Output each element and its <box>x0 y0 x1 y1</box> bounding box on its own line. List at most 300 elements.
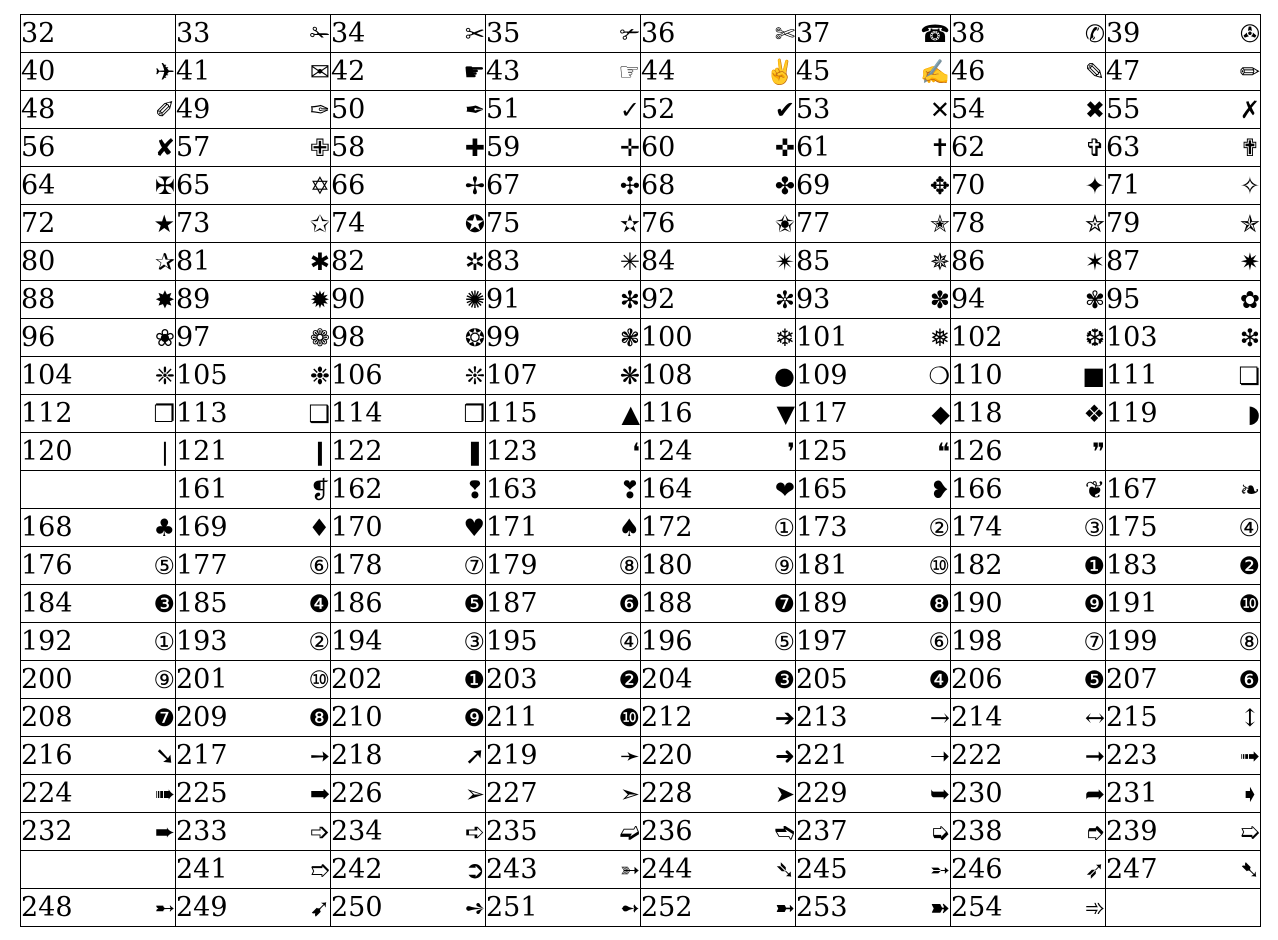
code-number-cell: 50 <box>331 91 426 129</box>
code-number-cell: 177 <box>176 547 271 585</box>
glyph-symbol-cell: ➠ <box>116 775 176 813</box>
code-number-cell: 164 <box>641 471 736 509</box>
code-number-cell: 213 <box>796 699 891 737</box>
code-number-cell: 174 <box>951 509 1046 547</box>
glyph-symbol-cell: ✱ <box>271 243 331 281</box>
glyph-symbol-cell: ➺ <box>426 889 486 927</box>
code-number-cell: 61 <box>796 129 891 167</box>
code-number-cell: 214 <box>951 699 1046 737</box>
code-number-cell: 46 <box>951 53 1046 91</box>
code-number-cell: 123 <box>486 433 581 471</box>
glyph-symbol-cell: ❺ <box>426 585 486 623</box>
glyph-symbol-cell <box>1201 889 1261 927</box>
code-number-cell: 247 <box>1106 851 1201 889</box>
glyph-symbol-cell: ✮ <box>1046 205 1106 243</box>
code-number-cell: 37 <box>796 15 891 53</box>
glyph-symbol-cell: ✢ <box>426 167 486 205</box>
glyph-symbol-cell: ❶ <box>1046 547 1106 585</box>
code-number-cell: 101 <box>796 319 891 357</box>
code-number-cell: 187 <box>486 585 581 623</box>
code-number-cell: 221 <box>796 737 891 775</box>
glyph-symbol-cell: ➭ <box>891 813 951 851</box>
code-number-cell: 180 <box>641 547 736 585</box>
glyph-symbol-cell: ✘ <box>116 129 176 167</box>
glyph-symbol-cell <box>116 15 176 53</box>
glyph-symbol-cell: ❅ <box>891 319 951 357</box>
glyph-symbol-cell: ❈ <box>116 357 176 395</box>
code-number-cell: 59 <box>486 129 581 167</box>
glyph-symbol-cell: ✇ <box>1201 15 1261 53</box>
glyph-symbol-cell: ✶ <box>1046 243 1106 281</box>
glyph-symbol-cell: ✈ <box>116 53 176 91</box>
glyph-symbol-cell: ❆ <box>1046 319 1106 357</box>
code-number-cell: 196 <box>641 623 736 661</box>
code-number-cell: 212 <box>641 699 736 737</box>
code-number-cell: 198 <box>951 623 1046 661</box>
code-number-cell: 173 <box>796 509 891 547</box>
glyph-symbol-cell: ➥ <box>891 775 951 813</box>
table-row <box>21 357 1261 395</box>
glyph-symbol-cell: ▲ <box>581 395 641 433</box>
table-row <box>21 661 1261 699</box>
glyph-symbol-cell: ⑨ <box>116 661 176 699</box>
code-number-cell: 250 <box>331 889 426 927</box>
glyph-symbol-cell: ✳ <box>581 243 641 281</box>
code-number-cell: 99 <box>486 319 581 357</box>
glyph-symbol-cell: ⑦ <box>426 547 486 585</box>
code-number-cell: 199 <box>1106 623 1201 661</box>
glyph-symbol-cell: ❚ <box>426 433 486 471</box>
table-row <box>21 281 1261 319</box>
glyph-symbol-cell: ❼ <box>736 585 796 623</box>
glyph-symbol-cell: ✐ <box>116 91 176 129</box>
code-number-cell: 45 <box>796 53 891 91</box>
code-number-cell: 202 <box>331 661 426 699</box>
glyph-symbol-cell: ➶ <box>1046 851 1106 889</box>
glyph-symbol-cell: ➜ <box>736 737 796 775</box>
glyph-symbol-cell: ❡ <box>271 471 331 509</box>
code-number-cell: 172 <box>641 509 736 547</box>
glyph-symbol-cell: ❖ <box>1046 395 1106 433</box>
glyph-symbol-cell: ✸ <box>116 281 176 319</box>
code-number-cell: 68 <box>641 167 736 205</box>
code-number-cell: 41 <box>176 53 271 91</box>
code-number-cell: 228 <box>641 775 736 813</box>
code-number-cell: 57 <box>176 129 271 167</box>
glyph-symbol-cell: ❢ <box>426 471 486 509</box>
glyph-symbol-cell: ❄ <box>736 319 796 357</box>
glyph-symbol-cell: ➘ <box>116 737 176 775</box>
glyph-symbol-cell: ✪ <box>426 205 486 243</box>
code-number-cell: 67 <box>486 167 581 205</box>
code-number-cell: 120 <box>21 433 116 471</box>
glyph-symbol-cell: ➼ <box>736 889 796 927</box>
glyph-symbol-cell: ❋ <box>581 357 641 395</box>
glyph-symbol-cell: ♦ <box>271 509 331 547</box>
glyph-symbol-cell: ➞ <box>1046 737 1106 775</box>
code-number-cell: 225 <box>176 775 271 813</box>
glyph-symbol-cell: ➪ <box>426 813 486 851</box>
glyph-symbol-cell: ❿ <box>1201 585 1261 623</box>
code-number-cell <box>1106 889 1201 927</box>
glyph-symbol-cell: ❁ <box>271 319 331 357</box>
code-number-cell: 63 <box>1106 129 1201 167</box>
code-number-cell: 125 <box>796 433 891 471</box>
code-number-cell: 105 <box>176 357 271 395</box>
code-number-cell: 116 <box>641 395 736 433</box>
code-number-cell: 208 <box>21 699 116 737</box>
code-number-cell: 103 <box>1106 319 1201 357</box>
glyph-symbol-cell: ✔ <box>736 91 796 129</box>
code-number-cell: 85 <box>796 243 891 281</box>
code-number-cell: 253 <box>796 889 891 927</box>
table-row <box>21 91 1261 129</box>
glyph-symbol-cell: ⑥ <box>271 547 331 585</box>
glyph-symbol-cell: ✛ <box>581 129 641 167</box>
glyph-symbol-cell: ❷ <box>581 661 641 699</box>
glyph-symbol-cell: ➳ <box>581 851 641 889</box>
code-number-cell: 53 <box>796 91 891 129</box>
code-number-cell: 178 <box>331 547 426 585</box>
code-number-cell: 232 <box>21 813 116 851</box>
code-number-cell: 112 <box>21 395 116 433</box>
glyph-symbol-cell: ❥ <box>891 471 951 509</box>
glyph-symbol-cell: ▼ <box>736 395 796 433</box>
code-number-cell: 35 <box>486 15 581 53</box>
glyph-symbol-cell: ❙ <box>271 433 331 471</box>
code-number-cell: 49 <box>176 91 271 129</box>
table-row <box>21 813 1261 851</box>
code-number-cell: 233 <box>176 813 271 851</box>
glyph-symbol-cell <box>116 851 176 889</box>
glyph-symbol-cell: ➨ <box>116 813 176 851</box>
code-number-cell: 200 <box>21 661 116 699</box>
code-number-cell: 43 <box>486 53 581 91</box>
glyph-symbol-cell: ❽ <box>271 699 331 737</box>
glyph-symbol-cell: ➝ <box>891 737 951 775</box>
glyph-symbol-cell: ➲ <box>426 851 486 889</box>
code-number-cell: 98 <box>331 319 426 357</box>
glyph-symbol-cell: ✯ <box>1201 205 1261 243</box>
code-number-cell: 166 <box>951 471 1046 509</box>
glyph-symbol-cell: ◆ <box>891 395 951 433</box>
code-number-cell: 230 <box>951 775 1046 813</box>
code-number-cell: 185 <box>176 585 271 623</box>
code-number-cell: 118 <box>951 395 1046 433</box>
glyph-symbol-cell: ✄ <box>736 15 796 53</box>
glyph-symbol-cell: ✷ <box>1201 243 1261 281</box>
code-number-cell: 237 <box>796 813 891 851</box>
glyph-symbol-cell: ✿ <box>1201 281 1261 319</box>
code-number-cell: 207 <box>1106 661 1201 699</box>
glyph-symbol-cell: ☎ <box>891 15 951 53</box>
glyph-symbol-cell: ✉ <box>271 53 331 91</box>
glyph-symbol-cell: ❦ <box>1046 471 1106 509</box>
code-number-cell: 244 <box>641 851 736 889</box>
code-number-cell: 107 <box>486 357 581 395</box>
code-number-cell: 86 <box>951 243 1046 281</box>
glyph-symbol-cell: ➵ <box>891 851 951 889</box>
code-number-cell: 38 <box>951 15 1046 53</box>
glyph-symbol-cell: ❽ <box>891 585 951 623</box>
code-number-cell: 245 <box>796 851 891 889</box>
glyph-symbol-cell: ② <box>271 623 331 661</box>
code-number-cell: 223 <box>1106 737 1201 775</box>
code-number-cell <box>21 471 116 509</box>
code-number-cell: 210 <box>331 699 426 737</box>
glyph-symbol-cell: ✦ <box>1046 167 1106 205</box>
glyph-symbol-cell: ⑩ <box>891 547 951 585</box>
code-number-cell: 209 <box>176 699 271 737</box>
glyph-symbol-cell: ✭ <box>891 205 951 243</box>
code-number-cell: 87 <box>1106 243 1201 281</box>
code-number-cell: 32 <box>21 15 116 53</box>
glyph-symbol-cell: ■ <box>1046 357 1106 395</box>
table-row <box>21 509 1261 547</box>
table-row <box>21 889 1261 927</box>
glyph-symbol-cell: ❸ <box>116 585 176 623</box>
code-number-cell: 218 <box>331 737 426 775</box>
code-number-cell: 73 <box>176 205 271 243</box>
code-number-cell: 40 <box>21 53 116 91</box>
glyph-symbol-cell: ➔ <box>736 699 796 737</box>
code-number-cell: 182 <box>951 547 1046 585</box>
code-number-cell: 226 <box>331 775 426 813</box>
glyph-symbol-cell: ✁ <box>271 15 331 53</box>
code-number-cell: 48 <box>21 91 116 129</box>
glyph-symbol-cell: ④ <box>581 623 641 661</box>
code-number-cell: 58 <box>331 129 426 167</box>
code-number-cell: 110 <box>951 357 1046 395</box>
code-number-cell: 69 <box>796 167 891 205</box>
glyph-symbol-cell: ✙ <box>271 129 331 167</box>
code-number-cell: 44 <box>641 53 736 91</box>
glyph-symbol-cell: ❺ <box>1046 661 1106 699</box>
code-number-cell: 194 <box>331 623 426 661</box>
code-number-cell: 243 <box>486 851 581 889</box>
code-number-cell: 167 <box>1106 471 1201 509</box>
code-number-cell: 56 <box>21 129 116 167</box>
table-row <box>21 623 1261 661</box>
glyph-symbol-cell: ❻ <box>581 585 641 623</box>
code-number-cell: 36 <box>641 15 736 53</box>
glyph-symbol-cell: ❉ <box>271 357 331 395</box>
code-number-cell: 219 <box>486 737 581 775</box>
code-number-cell: 248 <box>21 889 116 927</box>
code-number-cell: 179 <box>486 547 581 585</box>
code-number-cell: 165 <box>796 471 891 509</box>
code-number-cell: 231 <box>1106 775 1201 813</box>
glyph-symbol-cell: ➹ <box>271 889 331 927</box>
glyph-symbol-cell <box>1201 433 1261 471</box>
code-number-cell: 52 <box>641 91 736 129</box>
code-number-cell: 252 <box>641 889 736 927</box>
table-row <box>21 53 1261 91</box>
code-number-cell: 227 <box>486 775 581 813</box>
glyph-symbol-cell: ✃ <box>581 15 641 53</box>
glyph-symbol-cell: ➸ <box>116 889 176 927</box>
glyph-symbol-cell: ❘ <box>116 433 176 471</box>
code-number-cell: 113 <box>176 395 271 433</box>
code-number-cell: 162 <box>331 471 426 509</box>
glyph-symbol-cell: ↔ <box>1046 699 1106 737</box>
glyph-symbol-cell: ✍ <box>891 53 951 91</box>
glyph-symbol-cell: ❹ <box>271 585 331 623</box>
code-number-cell: 184 <box>21 585 116 623</box>
code-number-cell: 238 <box>951 813 1046 851</box>
glyph-symbol-cell: ✕ <box>891 91 951 129</box>
glyph-symbol-cell: ❐ <box>116 395 176 433</box>
code-number-cell: 224 <box>21 775 116 813</box>
glyph-symbol-cell: ➟ <box>1201 737 1261 775</box>
code-number-cell: 122 <box>331 433 426 471</box>
glyph-symbol-cell: ➢ <box>426 775 486 813</box>
table-row <box>21 699 1261 737</box>
glyph-symbol-cell: ✻ <box>581 281 641 319</box>
glyph-symbol-cell: ✚ <box>426 129 486 167</box>
glyph-symbol-cell: ⑤ <box>736 623 796 661</box>
glyph-symbol-cell: ❶ <box>426 661 486 699</box>
code-number-cell: 168 <box>21 509 116 547</box>
glyph-symbol-cell: ✂ <box>426 15 486 53</box>
glyph-symbol-cell: ➣ <box>581 775 641 813</box>
glyph-symbol-cell: ➱ <box>271 851 331 889</box>
glyph-symbol-cell: ✓ <box>581 91 641 129</box>
table-row <box>21 205 1261 243</box>
glyph-symbol-cell: ❂ <box>426 319 486 357</box>
glyph-symbol-cell: ⑦ <box>1046 623 1106 661</box>
glyph-symbol-cell: ❝ <box>891 433 951 471</box>
code-number-cell: 183 <box>1106 547 1201 585</box>
glyph-symbol-cell: ❒ <box>426 395 486 433</box>
code-number-cell: 108 <box>641 357 736 395</box>
glyph-symbol-cell: ➷ <box>1201 851 1261 889</box>
code-number-cell: 234 <box>331 813 426 851</box>
glyph-symbol-cell: ⑧ <box>1201 623 1261 661</box>
code-number-cell: 64 <box>21 167 116 205</box>
code-number-cell: 119 <box>1106 395 1201 433</box>
code-number-cell: 124 <box>641 433 736 471</box>
code-number-cell: 236 <box>641 813 736 851</box>
code-number-cell: 114 <box>331 395 426 433</box>
code-number-cell: 220 <box>641 737 736 775</box>
glyph-symbol-cell: ➯ <box>1201 813 1261 851</box>
glyph-symbol-cell: ❾ <box>426 699 486 737</box>
glyph-symbol-cell: ❣ <box>581 471 641 509</box>
glyph-symbol-cell: ◗ <box>1201 395 1261 433</box>
glyph-symbol-cell: ❧ <box>1201 471 1261 509</box>
table-row <box>21 15 1261 53</box>
glyph-symbol-cell: ★ <box>116 205 176 243</box>
code-number-cell: 239 <box>1106 813 1201 851</box>
code-number-cell: 51 <box>486 91 581 129</box>
code-number-cell: 235 <box>486 813 581 851</box>
glyph-symbol-cell: ❜ <box>736 433 796 471</box>
glyph-symbol-cell: ⑤ <box>116 547 176 585</box>
table-row <box>21 167 1261 205</box>
table-row <box>21 585 1261 623</box>
code-number-cell: 205 <box>796 661 891 699</box>
code-number-cell: 54 <box>951 91 1046 129</box>
code-number-cell: 249 <box>176 889 271 927</box>
code-number-cell: 193 <box>176 623 271 661</box>
glyph-symbol-cell: ✑ <box>271 91 331 129</box>
code-number-cell: 251 <box>486 889 581 927</box>
glyph-symbol-cell: ✥ <box>891 167 951 205</box>
code-number-cell: 78 <box>951 205 1046 243</box>
code-number-cell: 55 <box>1106 91 1201 129</box>
glyph-symbol-cell: ✽ <box>891 281 951 319</box>
table-row <box>21 547 1261 585</box>
glyph-symbol-cell: ➡ <box>271 775 331 813</box>
table-row <box>21 395 1261 433</box>
code-number-cell: 92 <box>641 281 736 319</box>
glyph-symbol-cell: ✩ <box>271 205 331 243</box>
glyph-symbol-cell: ➚ <box>426 737 486 775</box>
code-number-cell: 215 <box>1106 699 1201 737</box>
glyph-symbol-cell: ♣ <box>116 509 176 547</box>
code-number-cell: 94 <box>951 281 1046 319</box>
glyph-symbol-cell: ✏ <box>1201 53 1261 91</box>
code-number-cell: 188 <box>641 585 736 623</box>
code-number-cell: 81 <box>176 243 271 281</box>
glyph-symbol-cell: ✴ <box>736 243 796 281</box>
code-number-cell: 62 <box>951 129 1046 167</box>
code-number-cell: 88 <box>21 281 116 319</box>
code-number-cell <box>21 851 116 889</box>
code-number-cell: 115 <box>486 395 581 433</box>
glyph-symbol-cell: ↕ <box>1201 699 1261 737</box>
glyph-symbol-cell: ➽ <box>891 889 951 927</box>
code-number-cell: 126 <box>951 433 1046 471</box>
glyph-symbol-cell: ➴ <box>736 851 796 889</box>
glyph-symbol-cell: ✎ <box>1046 53 1106 91</box>
glyph-symbol-cell: ❸ <box>736 661 796 699</box>
glyph-symbol-cell: ✠ <box>116 167 176 205</box>
table-row <box>21 775 1261 813</box>
code-number-cell: 95 <box>1106 281 1201 319</box>
code-number-cell: 191 <box>1106 585 1201 623</box>
glyph-symbol-cell: ❷ <box>1201 547 1261 585</box>
glyph-symbol-cell: ♥ <box>426 509 486 547</box>
code-number-cell: 254 <box>951 889 1046 927</box>
glyph-symbol-cell: ❑ <box>271 395 331 433</box>
code-number-cell: 163 <box>486 471 581 509</box>
code-number-cell: 102 <box>951 319 1046 357</box>
glyph-symbol-cell: ➾ <box>1046 889 1106 927</box>
glyph-symbol-cell: ❻ <box>1201 661 1261 699</box>
glyph-symbol-cell: ② <box>891 509 951 547</box>
glyph-symbol-cell: ➩ <box>271 813 331 851</box>
code-number-cell: 72 <box>21 205 116 243</box>
glyph-symbol-cell: ✜ <box>736 129 796 167</box>
glyph-symbol-cell: ✧ <box>1201 167 1261 205</box>
code-number-cell: 106 <box>331 357 426 395</box>
code-number-cell: 186 <box>331 585 426 623</box>
code-number-cell: 169 <box>176 509 271 547</box>
glyph-symbol-cell: ✞ <box>1046 129 1106 167</box>
code-number-cell: 211 <box>486 699 581 737</box>
code-number-cell: 71 <box>1106 167 1201 205</box>
glyph-symbol-cell: ✒ <box>426 91 486 129</box>
code-number-cell: 60 <box>641 129 736 167</box>
glyph-symbol-cell: → <box>891 699 951 737</box>
code-number-cell: 109 <box>796 357 891 395</box>
glyph-symbol-cell: ✆ <box>1046 15 1106 53</box>
glyph-symbol-cell: ➬ <box>736 813 796 851</box>
code-number-cell: 100 <box>641 319 736 357</box>
glyph-symbol-cell: ❊ <box>426 357 486 395</box>
